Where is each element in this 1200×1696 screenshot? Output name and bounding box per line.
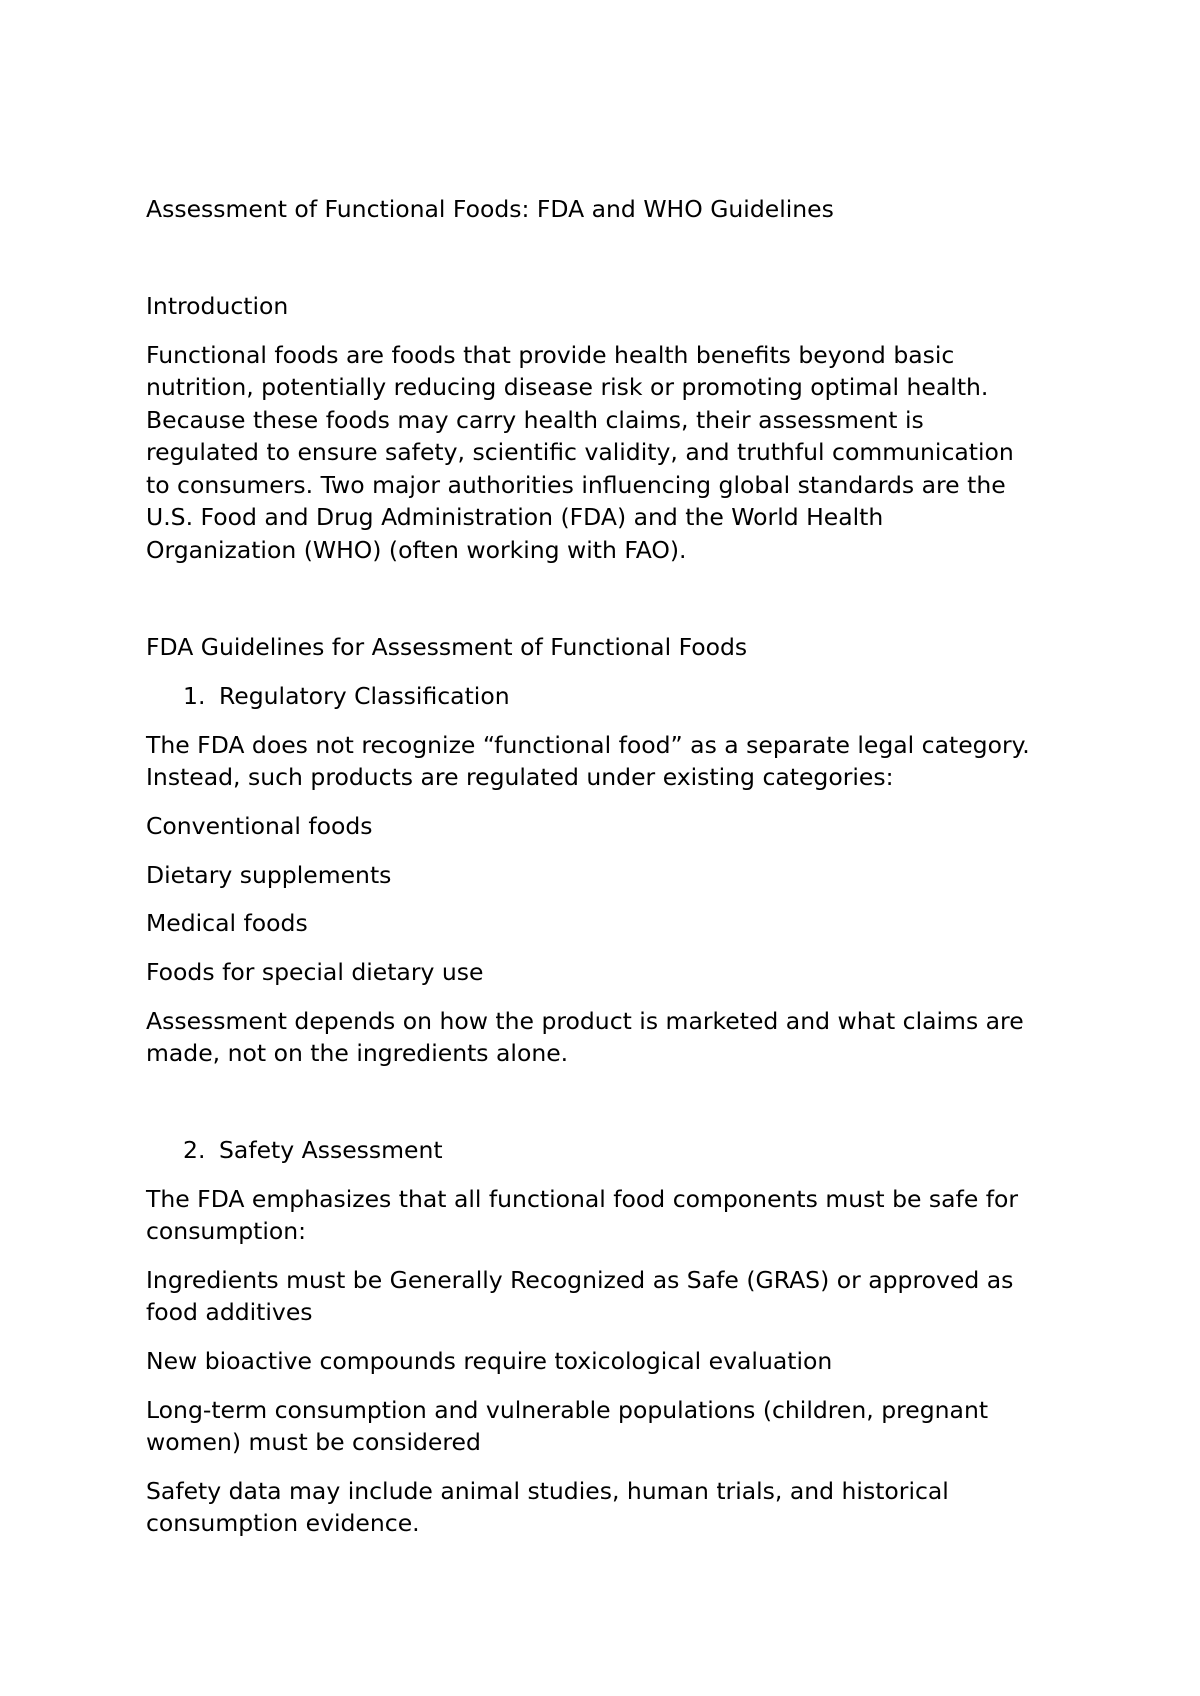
intro-line: Because these foods may carry health claims, their assessment is (146, 406, 924, 434)
list-label: Safety Assessment (219, 1136, 443, 1164)
document-title: Assessment of Functional Foods: FDA and WHO Guidelines (146, 195, 834, 223)
intro-line: Organization (WHO) (often working with FAO). (146, 536, 687, 564)
list-label: Regulatory Classification (219, 682, 510, 710)
intro-line: to consumers. Two major authorities influencing global standards are the (146, 471, 1006, 499)
safety-point-line: Ingredients must be Generally Recognized as Safe (GRAS) or approved as (146, 1266, 1014, 1294)
intro-line: Functional foods are foods that provide health benefits beyond basic (146, 341, 955, 369)
safety-point-toxicological: New bioactive compounds require toxicological evaluation (146, 1347, 833, 1375)
intro-line: U.S. Food and Drug Administration (FDA) and the World Health (146, 503, 884, 531)
safety-point-line: consumption evidence. (146, 1509, 420, 1537)
category-conventional-foods: Conventional foods (146, 812, 373, 840)
assessment-line: made, not on the ingredients alone. (146, 1039, 569, 1067)
list-item-regulatory-classification (183, 680, 510, 713)
classification-line: Instead, such products are regulated under existing categories: (146, 763, 894, 791)
category-special-dietary-use: Foods for special dietary use (146, 958, 484, 986)
classification-line: The FDA does not recognize “functional food” as a separate legal category. (146, 731, 1030, 759)
category-dietary-supplements: Dietary supplements (146, 861, 392, 889)
list-item-safety-assessment (183, 1134, 443, 1167)
safety-point-line: food additives (146, 1298, 313, 1326)
safety-point-line: women) must be considered (146, 1428, 481, 1456)
category-medical-foods: Medical foods (146, 909, 308, 937)
safety-line: consumption: (146, 1217, 307, 1245)
safety-line: The FDA emphasizes that all functional food components must be safe for (146, 1185, 1019, 1213)
intro-line: nutrition, potentially reducing disease risk or promoting optimal health. (146, 373, 989, 401)
safety-point-line: Long-term consumption and vulnerable populations (children, pregnant (146, 1396, 989, 1424)
fda-section-heading: FDA Guidelines for Assessment of Functional Foods (146, 633, 748, 661)
list-number: 1. (183, 682, 206, 710)
assessment-line: Assessment depends on how the product is marketed and what claims are (146, 1007, 1024, 1035)
list-number: 2. (183, 1136, 206, 1164)
safety-point-line: Safety data may include animal studies, human trials, and historical (146, 1477, 949, 1505)
intro-heading: Introduction (146, 292, 289, 320)
intro-line: regulated to ensure safety, scientific validity, and truthful communication (146, 438, 1014, 466)
